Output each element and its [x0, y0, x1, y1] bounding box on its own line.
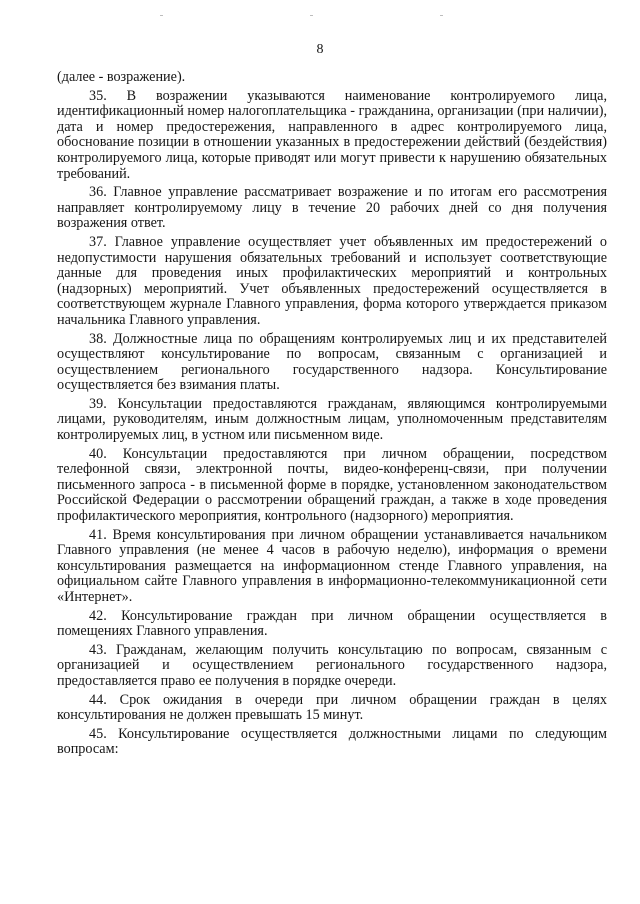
paragraph-39: 39. Консультации предоставляются гражданам, являющимся контролируемыми лицами, руководителям, иным должностным лицам, уполномоченным представителям контролируемых лиц, в устном или письменном виде.: [57, 395, 607, 444]
paragraph-35: 35. В возражении указываются наименование контролируемого лица, идентификационный номер налогоплательщика - гражданина, организации (при наличии), дата и номер предостережения, направленного в адрес контролируемого лица, обоснование позиции в отношении указанных в предостережении действий (бездействия) контролируемого лица, которые приводят или могут привести к нарушению обязательных требований.: [57, 87, 607, 182]
paragraph-40: 40. Консультации предоставляются при личном обращении, посредством телефонной связи, электронной почты, видео-конференц-связи, при получении письменного запроса - в письменной форме в порядке, установленном законодательством Российской Федерации о рассмотрении обращений граждан, а также в ходе проведения профилактического мероприятия, контрольного (надзорного) мероприятия.: [57, 445, 607, 525]
paragraph-44: 44. Срок ожидания в очереди при личном обращении граждан в целях консультирования не должен превышать 15 минут.: [57, 691, 607, 724]
paragraph-continuation: (далее - возражение).: [57, 69, 186, 85]
scan-artifact: [310, 15, 313, 16]
scan-artifact: [160, 15, 163, 16]
paragraph-45: 45. Консультирование осуществляется должностными лицами по следующим вопросам:: [57, 725, 607, 758]
paragraph-38: 38. Должностные лица по обращениям контролируемых лиц и их представителей осуществляют консультирование по вопросам, связанным с организацией и осуществлением регионального государственного надзора. Консультирование осуществляется без взимания платы.: [57, 330, 607, 394]
document-body: [57, 70, 607, 761]
page-number: 8: [316, 42, 324, 57]
paragraph-41: 41. Время консультирования при личном обращении устанавливается начальником Главного управления (не менее 4 часов в рабочую неделю), информация о времени консультирования размещается на информационном стенде Главного управления, на официальном сайте Главного управления в информационно-телекоммуникационной сети «Интернет».: [57, 526, 607, 605]
paragraph-43: 43. Гражданам, желающим получить консультацию по вопросам, связанным с организацией и осуществлением регионального государственного надзора, предоставляется право ее получения в порядке очереди.: [57, 641, 607, 689]
paragraph-42: 42. Консультирование граждан при личном обращении осуществляется в помещениях Главного управления.: [57, 607, 607, 640]
paragraph-37: 37. Главное управление осуществляет учет объявленных им предостережений о недопустимости нарушения обязательных требований и использует соответствующие данные для проведения иных профилактических мероприятий и контрольных (надзорных) мероприятий. Учет объявленных предостережений осуществляется в соответствующем журнале Главного управления, форма которого утверждается приказом начальника Главного управления.: [57, 233, 607, 328]
scan-artifact: [440, 15, 443, 16]
paragraph-36: 36. Главное управление рассматривает возражение и по итогам его рассмотрения направляет контролируемому лицу в течение 20 рабочих дней со дня получения возражения ответ.: [57, 184, 607, 232]
